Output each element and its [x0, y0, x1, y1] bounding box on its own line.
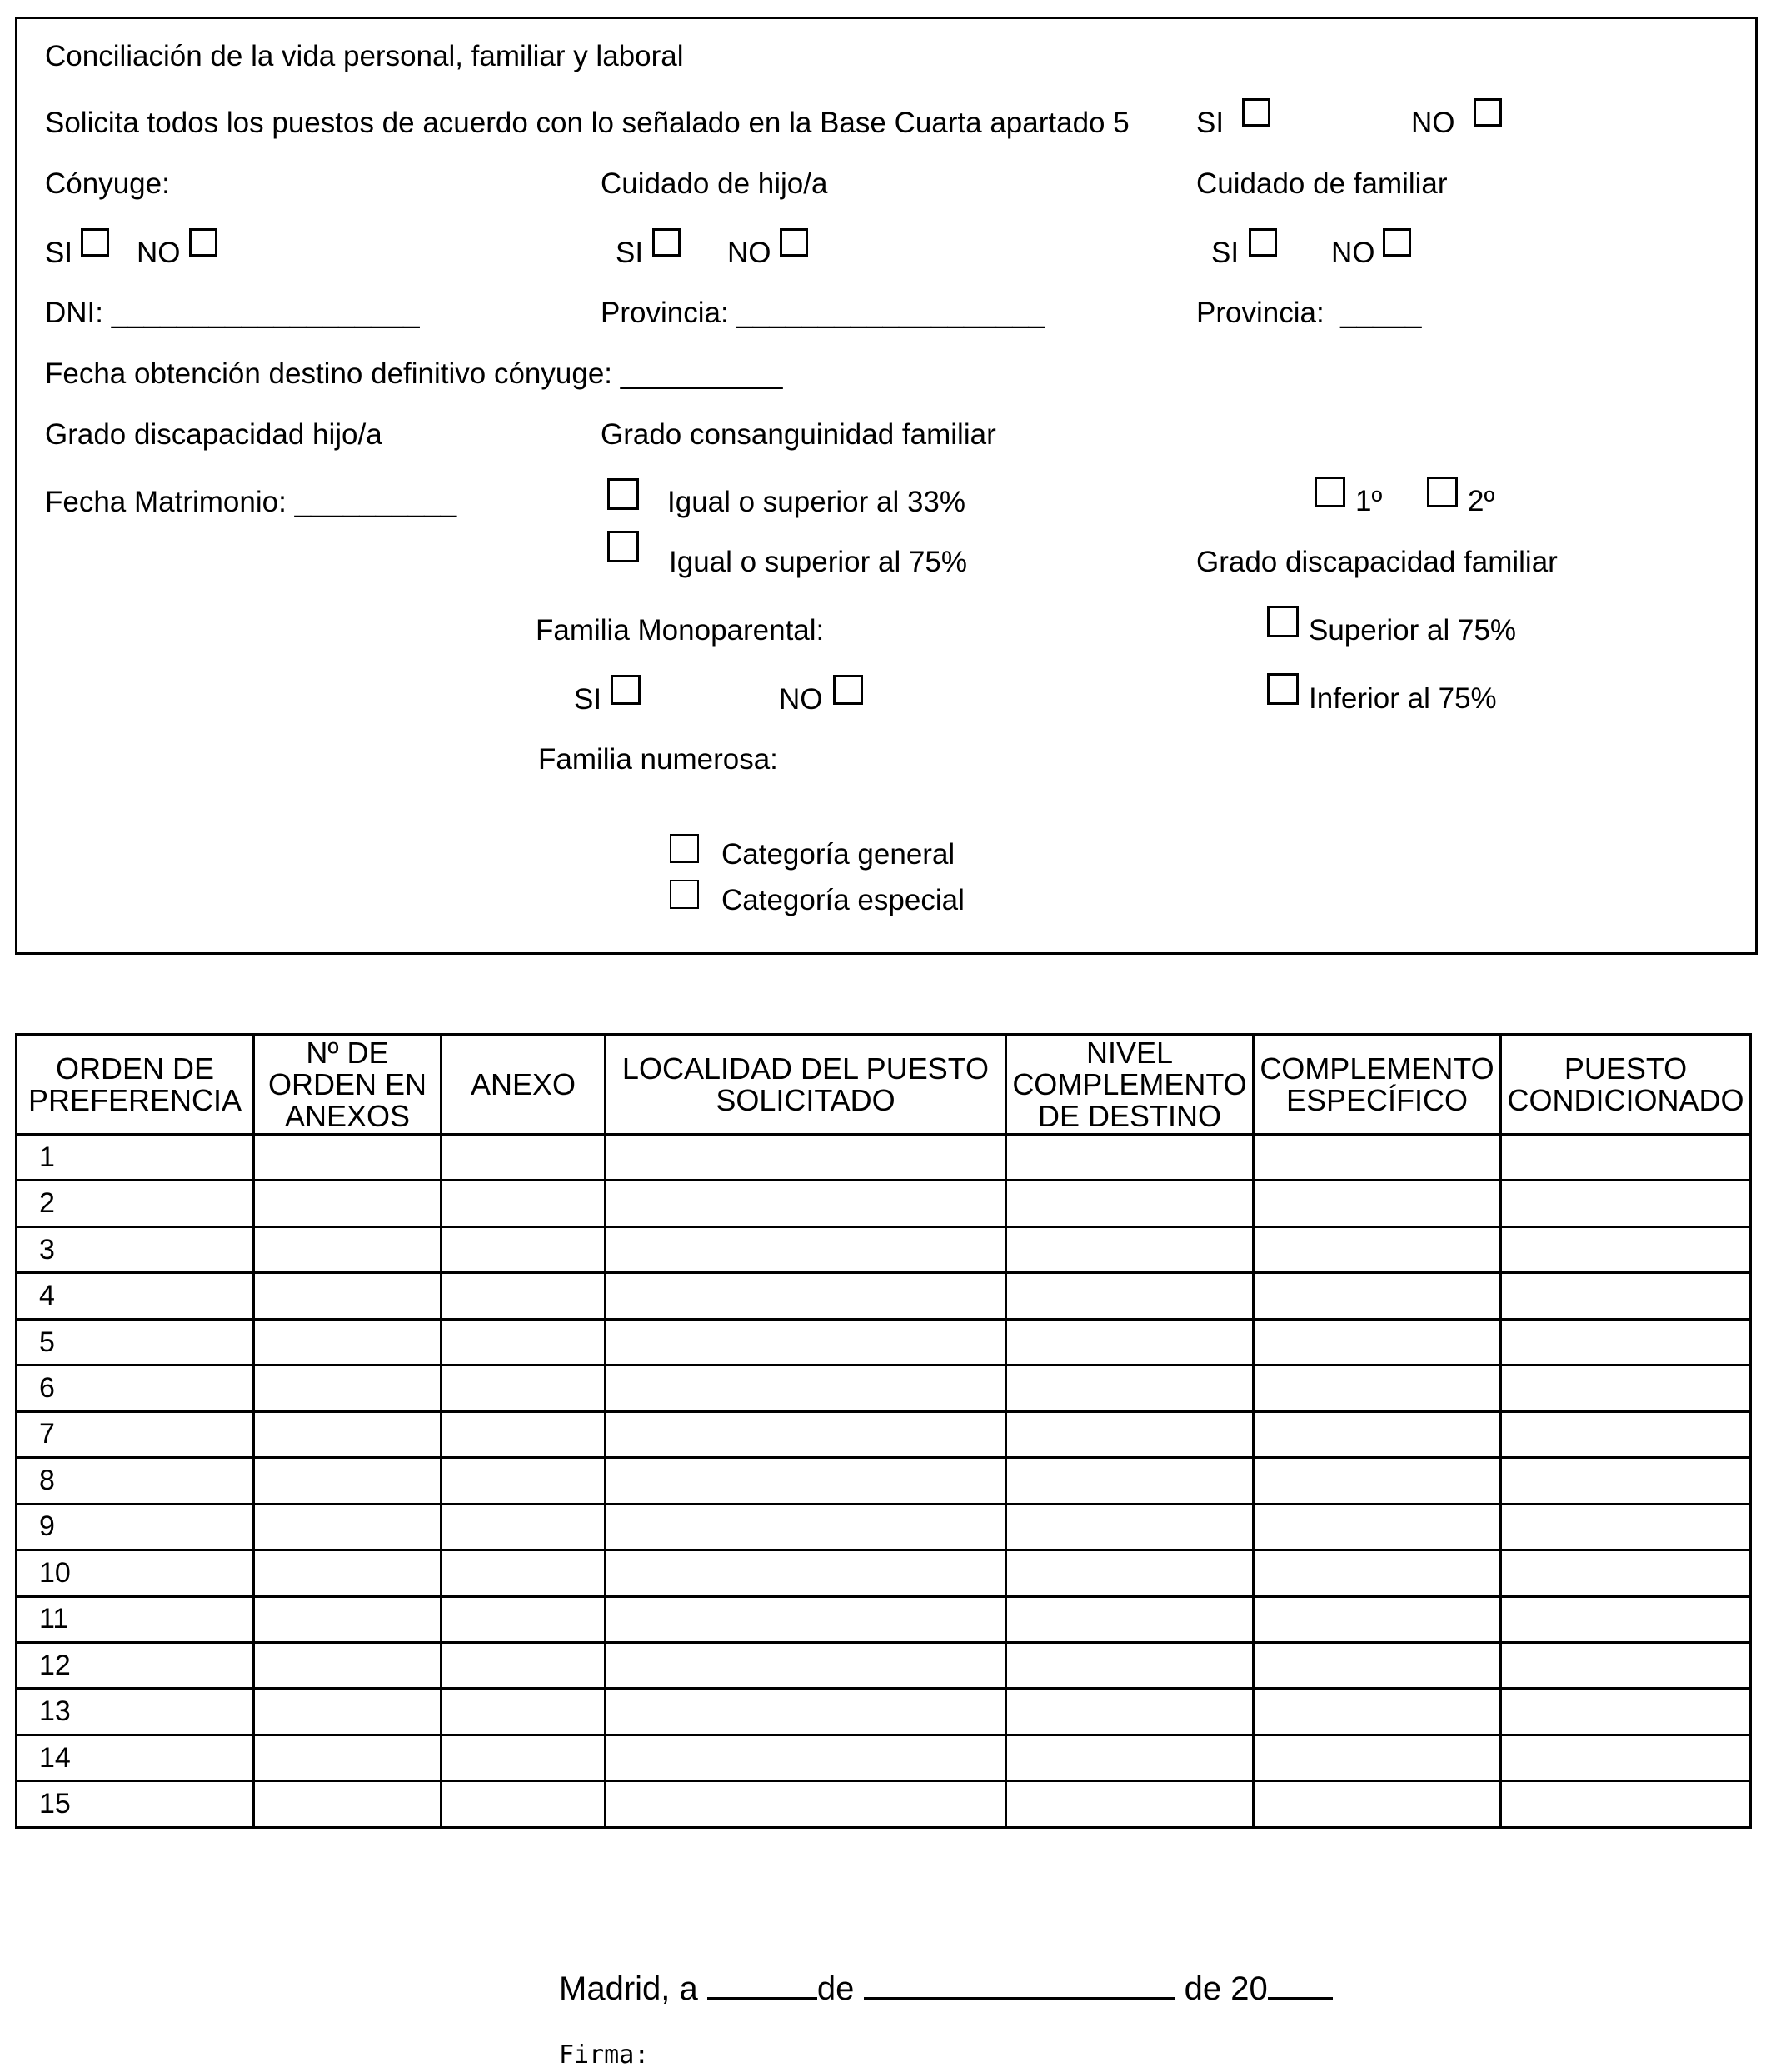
- familiar-si-checkbox[interactable]: [1249, 228, 1277, 257]
- row-number: 9: [17, 1504, 254, 1550]
- monoparental-si-checkbox[interactable]: [611, 675, 641, 705]
- table-cell[interactable]: [1254, 1273, 1501, 1319]
- table-cell[interactable]: [254, 1226, 442, 1272]
- table-cell[interactable]: [1006, 1504, 1254, 1550]
- preference-table: [15, 1033, 1752, 1829]
- table-cell[interactable]: [254, 1735, 442, 1780]
- table-cell[interactable]: [1501, 1504, 1751, 1550]
- table-cell[interactable]: [1501, 1226, 1751, 1272]
- table-header-row: [17, 1035, 1751, 1135]
- table-row: [17, 1735, 1751, 1780]
- table-cell[interactable]: [606, 1458, 1006, 1504]
- dni-field[interactable]: [45, 298, 420, 327]
- table-cell[interactable]: [606, 1735, 1006, 1780]
- consanguinidad-1-checkbox[interactable]: [1315, 477, 1345, 507]
- table-cell[interactable]: [1254, 1781, 1501, 1828]
- row-number: 5: [17, 1319, 254, 1365]
- table-cell[interactable]: [442, 1135, 606, 1181]
- table-cell[interactable]: [442, 1319, 606, 1365]
- numerosa-label: Familia numerosa:: [538, 743, 778, 776]
- disc-familiar-inf75-label: Inferior al 75%: [1309, 682, 1497, 715]
- table-cell[interactable]: [442, 1596, 606, 1642]
- consanguinidad-2-label: 2º: [1468, 485, 1495, 517]
- table-cell[interactable]: [606, 1781, 1006, 1828]
- day-blank[interactable]: [707, 1997, 817, 2000]
- conyuge-si-checkbox[interactable]: [81, 228, 109, 257]
- table-cell[interactable]: [1006, 1735, 1254, 1780]
- numerosa-especial-checkbox[interactable]: [670, 880, 699, 909]
- header-complemento-especifico: COMPLEMENTO ESPECÍFICO: [1254, 1035, 1501, 1135]
- table-cell[interactable]: [1501, 1273, 1751, 1319]
- table-row: [17, 1135, 1751, 1181]
- table-row: [17, 1689, 1751, 1735]
- table-row: [17, 1411, 1751, 1457]
- table-cell[interactable]: [1006, 1458, 1254, 1504]
- solicita-no-checkbox[interactable]: [1474, 98, 1502, 127]
- hijo-no-label: NO: [727, 237, 771, 269]
- fecha-matrimonio-blank: __________: [294, 486, 457, 518]
- conyuge-si-label: SI: [45, 237, 73, 269]
- table-cell[interactable]: [442, 1226, 606, 1272]
- table-cell[interactable]: [254, 1411, 442, 1457]
- grado-consanguinidad-label: Grado consanguinidad familiar: [601, 418, 996, 451]
- table-cell[interactable]: [1501, 1319, 1751, 1365]
- table-cell[interactable]: [442, 1273, 606, 1319]
- header-anexo: ANEXO: [442, 1035, 606, 1135]
- hijo-no-checkbox[interactable]: [780, 228, 808, 257]
- familiar-label: Cuidado de familiar: [1196, 167, 1448, 200]
- header-nivel-complemento: NIVEL COMPLEMENTO DE DESTINO: [1006, 1035, 1254, 1135]
- table-cell[interactable]: [442, 1458, 606, 1504]
- signature-de1: de: [816, 1970, 855, 2007]
- fecha-destino-label: Fecha obtención destino definitivo cónyuge:: [45, 357, 613, 390]
- table-cell[interactable]: [442, 1366, 606, 1411]
- table-cell[interactable]: [1006, 1596, 1254, 1642]
- familiar-provincia-field[interactable]: [1196, 298, 1421, 327]
- table-cell[interactable]: [442, 1550, 606, 1596]
- table-row: [17, 1781, 1751, 1828]
- table-cell[interactable]: [606, 1181, 1006, 1226]
- table-cell[interactable]: [254, 1458, 442, 1504]
- table-cell[interactable]: [606, 1411, 1006, 1457]
- table-cell[interactable]: [1501, 1458, 1751, 1504]
- row-number: 2: [17, 1181, 254, 1226]
- familiar-no-checkbox[interactable]: [1383, 228, 1411, 257]
- table-cell[interactable]: [442, 1181, 606, 1226]
- table-cell[interactable]: [254, 1366, 442, 1411]
- signature-de2: de 20: [1184, 1970, 1268, 2007]
- table-cell[interactable]: [254, 1273, 442, 1319]
- solicita-si-checkbox[interactable]: [1242, 98, 1270, 127]
- table-cell[interactable]: [1254, 1411, 1501, 1457]
- hijo-provincia-blank: ___________________: [736, 297, 1045, 329]
- disc-familiar-sup75-checkbox[interactable]: [1267, 606, 1299, 637]
- familiar-provincia-label: Provincia:: [1196, 297, 1325, 329]
- table-cell[interactable]: [442, 1735, 606, 1780]
- table-cell[interactable]: [1006, 1550, 1254, 1596]
- consanguinidad-1-label: 1º: [1355, 485, 1383, 517]
- table-row: [17, 1596, 1751, 1642]
- row-number: 10: [17, 1550, 254, 1596]
- table-row: [17, 1504, 1751, 1550]
- signature-place: Madrid, a: [559, 1970, 698, 2007]
- header-localidad: LOCALIDAD DEL PUESTO SOLICITADO: [606, 1035, 1006, 1135]
- table-cell[interactable]: [254, 1781, 442, 1828]
- solicita-si-label: SI: [1196, 107, 1225, 139]
- table-cell[interactable]: [606, 1550, 1006, 1596]
- table-row: [17, 1366, 1751, 1411]
- table-cell[interactable]: [254, 1596, 442, 1642]
- table-cell[interactable]: [254, 1550, 442, 1596]
- conyuge-no-checkbox[interactable]: [189, 228, 217, 257]
- month-blank[interactable]: [864, 1997, 1175, 2000]
- table-cell[interactable]: [1501, 1411, 1751, 1457]
- table-row: [17, 1226, 1751, 1272]
- table-cell[interactable]: [1254, 1366, 1501, 1411]
- disc-hijo-33-checkbox[interactable]: [607, 478, 639, 510]
- monoparental-no-checkbox[interactable]: [833, 675, 863, 705]
- disc-hijo-33-label: Igual o superior al 33%: [667, 486, 965, 518]
- conyuge-label: Cónyuge:: [45, 167, 170, 200]
- row-number: 12: [17, 1642, 254, 1688]
- grado-disc-hijo-label: Grado discapacidad hijo/a: [45, 418, 382, 451]
- fecha-destino-field[interactable]: [45, 359, 782, 388]
- header-orden-preferencia: ORDEN DE PREFERENCIA: [17, 1035, 254, 1135]
- table-cell[interactable]: [442, 1504, 606, 1550]
- table-row: [17, 1550, 1751, 1596]
- disc-familiar-sup75-label: Superior al 75%: [1309, 614, 1517, 647]
- disc-familiar-inf75-checkbox[interactable]: [1267, 673, 1299, 705]
- table-cell[interactable]: [1501, 1596, 1751, 1642]
- table-cell[interactable]: [254, 1642, 442, 1688]
- table-cell[interactable]: [606, 1226, 1006, 1272]
- row-number: 3: [17, 1226, 254, 1272]
- table-cell[interactable]: [606, 1596, 1006, 1642]
- table-cell[interactable]: [1501, 1181, 1751, 1226]
- table-cell[interactable]: [1501, 1689, 1751, 1735]
- numerosa-general-label: Categoría general: [721, 838, 955, 871]
- table-cell[interactable]: [254, 1181, 442, 1226]
- table-cell[interactable]: [254, 1689, 442, 1735]
- table-cell[interactable]: [1006, 1273, 1254, 1319]
- familiar-no-label: NO: [1331, 237, 1375, 269]
- familiar-provincia-blank: _____: [1340, 297, 1422, 329]
- table-cell[interactable]: [1501, 1781, 1751, 1828]
- table-cell[interactable]: [606, 1642, 1006, 1688]
- table-cell[interactable]: [1501, 1642, 1751, 1688]
- hijo-label: Cuidado de hijo/a: [601, 167, 828, 200]
- table-cell[interactable]: [606, 1689, 1006, 1735]
- fecha-matrimonio-label: Fecha Matrimonio:: [45, 486, 287, 518]
- table-row: [17, 1458, 1751, 1504]
- table-cell[interactable]: [1254, 1550, 1501, 1596]
- table-cell[interactable]: [606, 1273, 1006, 1319]
- solicita-no-label: NO: [1411, 107, 1455, 139]
- header-num-orden-anexos: Nº DE ORDEN EN ANEXOS: [254, 1035, 442, 1135]
- grado-disc-familiar-label: Grado discapacidad familiar: [1196, 546, 1558, 578]
- table-cell[interactable]: [1254, 1135, 1501, 1181]
- row-number: 15: [17, 1781, 254, 1828]
- table-cell[interactable]: [1254, 1689, 1501, 1735]
- table-row: [17, 1181, 1751, 1226]
- table-row: [17, 1273, 1751, 1319]
- row-number: 1: [17, 1135, 254, 1181]
- numerosa-general-checkbox[interactable]: [670, 834, 699, 863]
- consanguinidad-2-checkbox[interactable]: [1427, 477, 1458, 507]
- table-cell[interactable]: [1501, 1735, 1751, 1780]
- monoparental-label: Familia Monoparental:: [536, 614, 825, 647]
- table-cell[interactable]: [254, 1504, 442, 1550]
- table-cell[interactable]: [1254, 1642, 1501, 1688]
- conyuge-no-label: NO: [137, 237, 181, 269]
- table-cell[interactable]: [1501, 1550, 1751, 1596]
- table-cell[interactable]: [1006, 1411, 1254, 1457]
- disc-hijo-75-label: Igual o superior al 75%: [669, 546, 967, 578]
- table-cell[interactable]: [606, 1135, 1006, 1181]
- row-number: 7: [17, 1411, 254, 1457]
- row-number: 6: [17, 1366, 254, 1411]
- monoparental-no-label: NO: [779, 683, 823, 716]
- table-cell[interactable]: [1254, 1226, 1501, 1272]
- numerosa-especial-label: Categoría especial: [721, 884, 965, 916]
- table-cell[interactable]: [1501, 1366, 1751, 1411]
- row-number: 4: [17, 1273, 254, 1319]
- hijo-si-checkbox[interactable]: [652, 228, 681, 257]
- hijo-si-label: SI: [616, 237, 644, 269]
- disc-hijo-75-checkbox[interactable]: [607, 531, 639, 562]
- table-cell[interactable]: [1006, 1135, 1254, 1181]
- dni-blank: ___________________: [111, 297, 420, 329]
- table-cell[interactable]: [1254, 1319, 1501, 1365]
- row-number: 13: [17, 1689, 254, 1735]
- table-cell[interactable]: [442, 1689, 606, 1735]
- hijo-provincia-field[interactable]: [601, 298, 1045, 327]
- row-number: 14: [17, 1735, 254, 1780]
- table-cell[interactable]: [1006, 1181, 1254, 1226]
- solicita-label: Solicita todos los puestos de acuerdo con lo señalado en la Base Cuarta apartado 5: [45, 107, 1130, 139]
- table-row: [17, 1319, 1751, 1365]
- table-cell[interactable]: [606, 1366, 1006, 1411]
- table-cell[interactable]: [1006, 1319, 1254, 1365]
- hijo-provincia-label: Provincia:: [601, 297, 729, 329]
- firma-label: Firma:: [559, 2040, 650, 2070]
- table-cell[interactable]: [1254, 1735, 1501, 1780]
- table-cell[interactable]: [1006, 1226, 1254, 1272]
- dni-label: DNI:: [45, 297, 103, 329]
- table-cell[interactable]: [1254, 1504, 1501, 1550]
- table-cell[interactable]: [442, 1781, 606, 1828]
- table-cell[interactable]: [442, 1642, 606, 1688]
- table-cell[interactable]: [1006, 1781, 1254, 1828]
- table-cell[interactable]: [1006, 1642, 1254, 1688]
- monoparental-si-label: SI: [574, 683, 602, 716]
- table-cell[interactable]: [442, 1411, 606, 1457]
- row-number: 8: [17, 1458, 254, 1504]
- table-cell[interactable]: [606, 1504, 1006, 1550]
- table-cell[interactable]: [1006, 1689, 1254, 1735]
- table-cell[interactable]: [1254, 1458, 1501, 1504]
- section-title: Conciliación de la vida personal, familiar y laboral: [45, 40, 684, 72]
- table-row: [17, 1642, 1751, 1688]
- fecha-matrimonio-field[interactable]: [45, 487, 456, 517]
- table-cell[interactable]: [1501, 1135, 1751, 1181]
- year-blank[interactable]: [1268, 1997, 1333, 2000]
- table-cell[interactable]: [1006, 1366, 1254, 1411]
- header-puesto-condicionado: PUESTO CONDICIONADO: [1501, 1035, 1751, 1135]
- table-cell[interactable]: [254, 1135, 442, 1181]
- table-cell[interactable]: [1254, 1181, 1501, 1226]
- fecha-destino-blank: __________: [620, 357, 783, 390]
- table-cell[interactable]: [1254, 1596, 1501, 1642]
- table-cell[interactable]: [606, 1319, 1006, 1365]
- table-cell[interactable]: [254, 1319, 442, 1365]
- row-number: 11: [17, 1596, 254, 1642]
- signature-line: [559, 1972, 1333, 2005]
- familiar-si-label: SI: [1211, 237, 1240, 269]
